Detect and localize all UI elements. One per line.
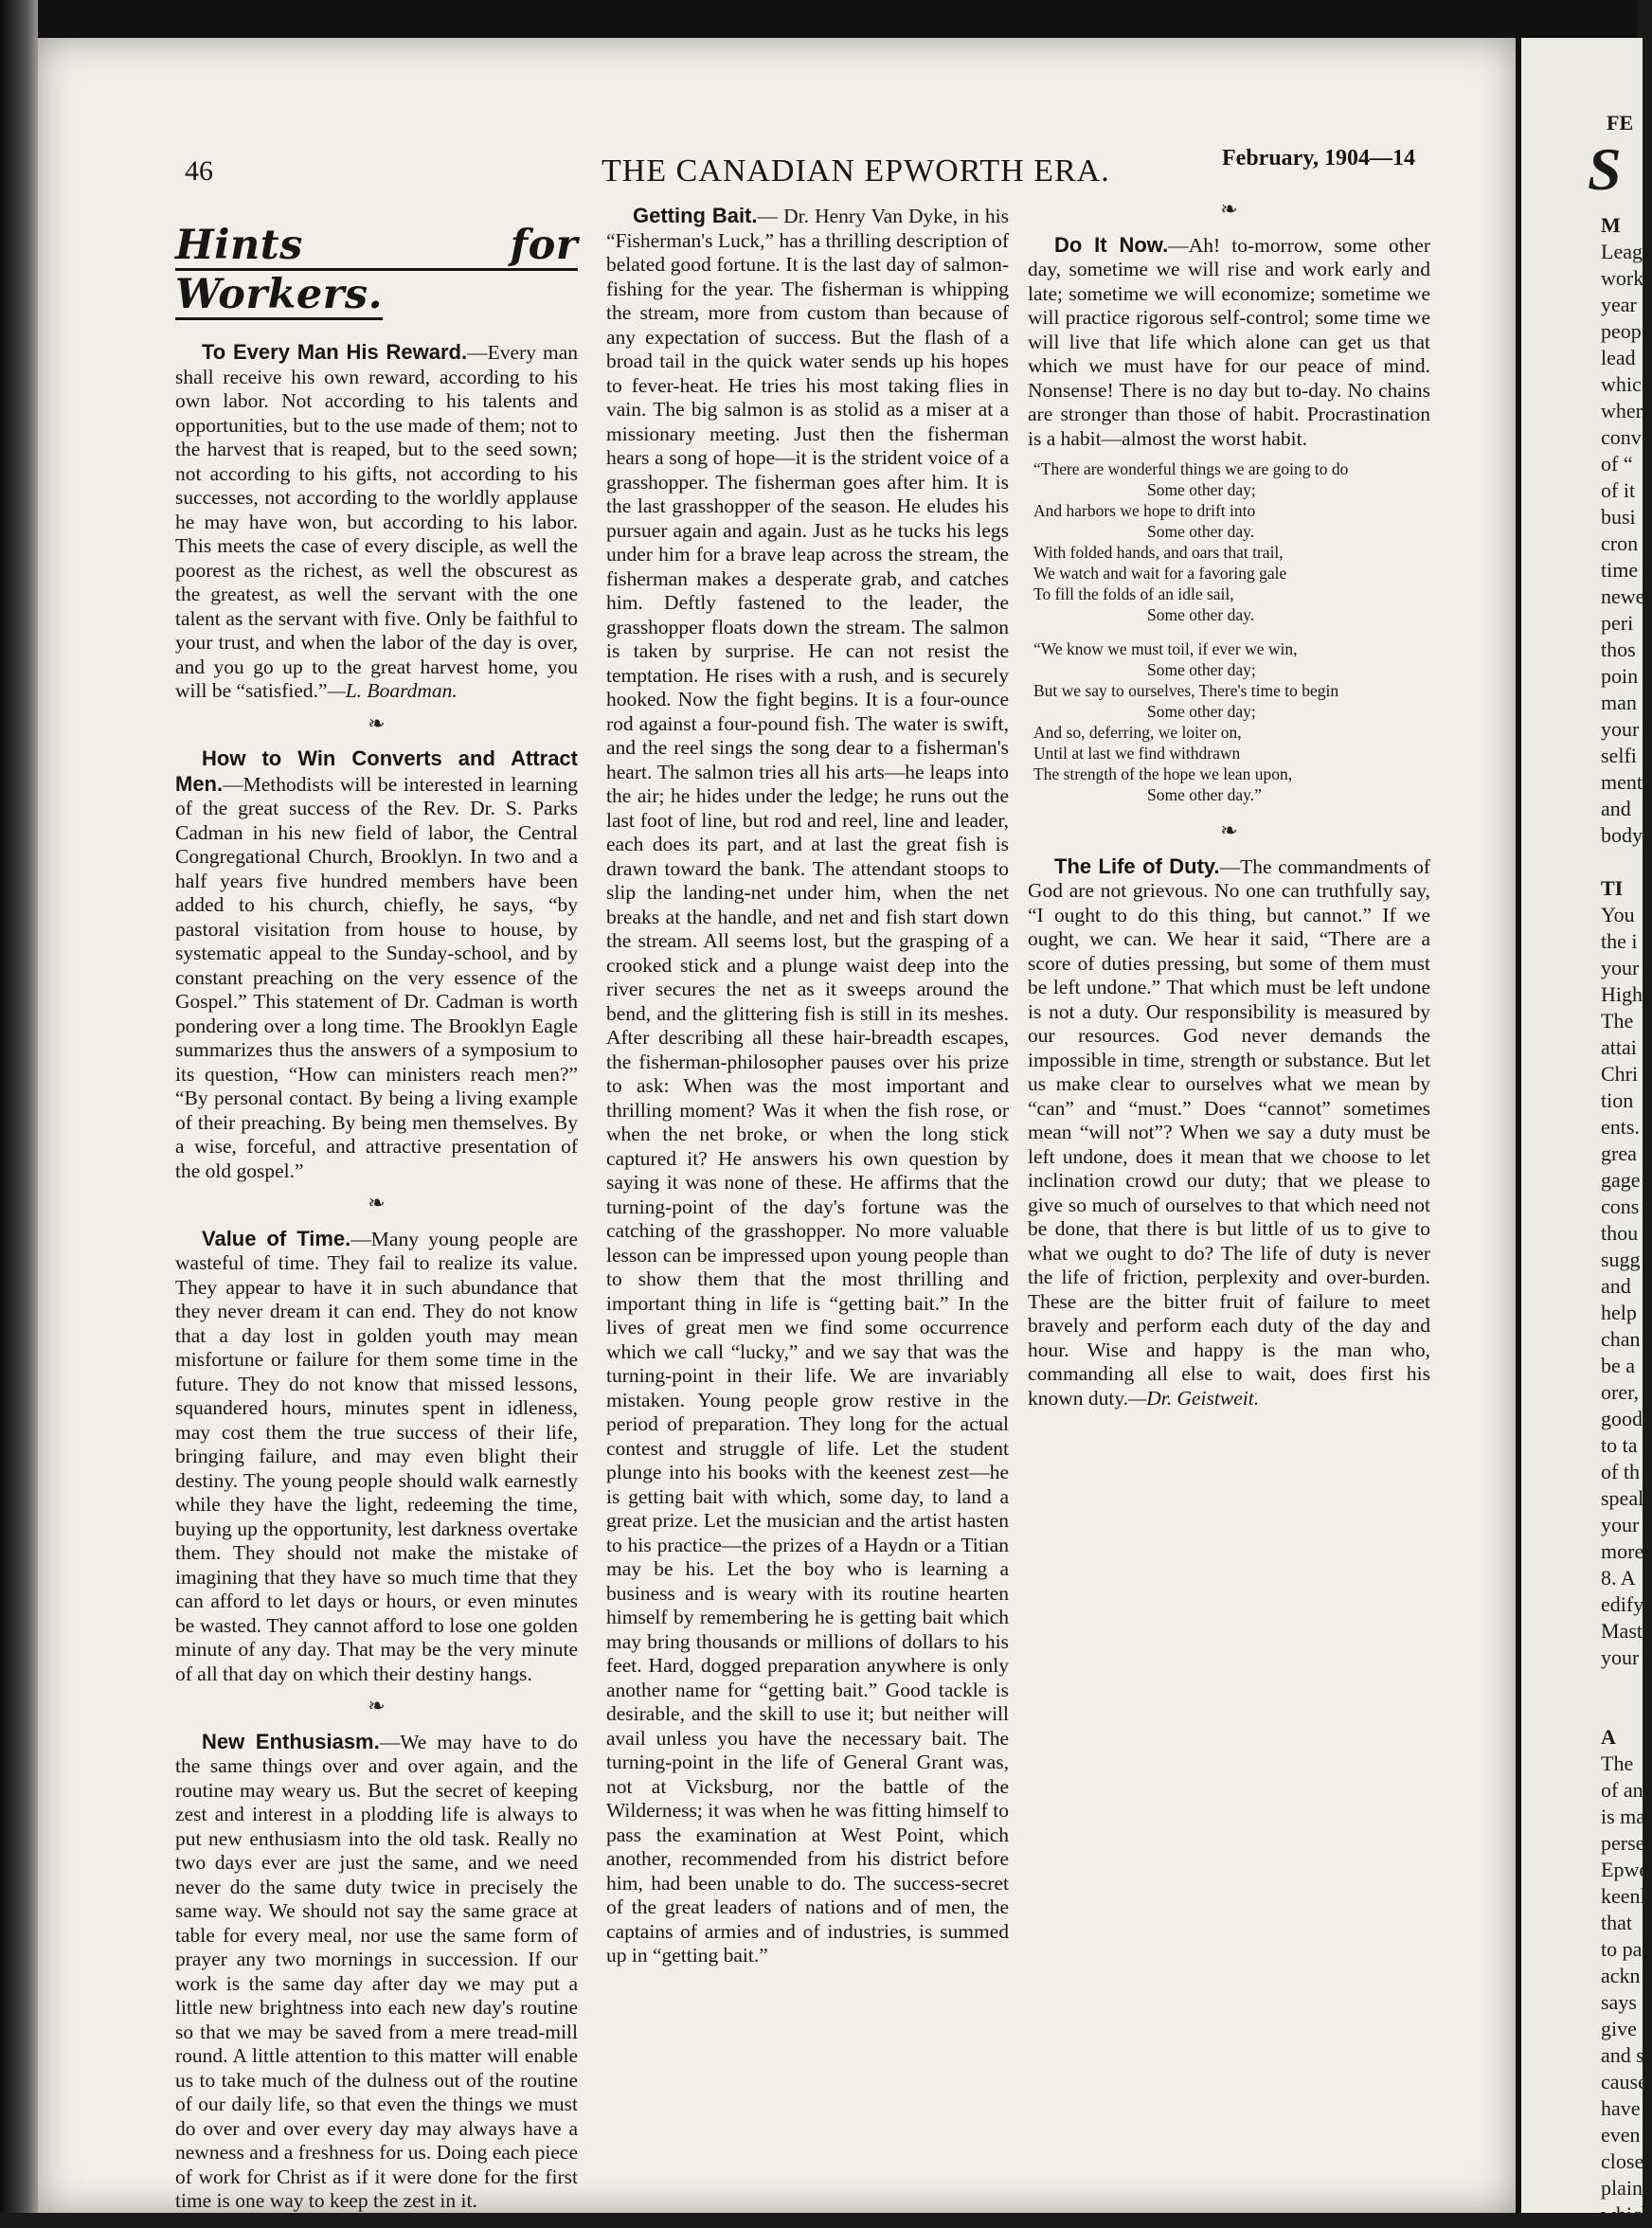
adjacent-text-line: plain — [1601, 2176, 1643, 2200]
adjacent-text-line: body — [1601, 823, 1643, 847]
adjacent-text-line: even — [1601, 2123, 1641, 2147]
article-attribution: —L. Boardman. — [327, 679, 458, 702]
adjacent-text-line: chan — [1601, 1327, 1641, 1351]
adjacent-text-line: be a — [1601, 1354, 1636, 1377]
article-heading: How to Win Converts and Attract Men. — [175, 746, 578, 796]
separator-ornament: ❧ — [368, 710, 386, 735]
adjacent-text-lines — [1521, 212, 1652, 2228]
adjacent-text-line: of “ — [1601, 452, 1633, 476]
column-2 — [606, 204, 1009, 1974]
page-number: 46 — [185, 155, 213, 187]
poem-stanza-2 — [1028, 638, 1430, 805]
adjacent-text-line: wher — [1601, 399, 1643, 422]
adjacent-text-line: thos — [1601, 638, 1636, 661]
poem-line: Some other day; — [1147, 702, 1256, 721]
adjacent-header-fragment: FE — [1607, 111, 1634, 135]
adjacent-text-line: man — [1601, 691, 1637, 714]
page-header — [38, 123, 1516, 189]
adjacent-text-line: whic — [1601, 372, 1642, 396]
poem-line: Some other day.” — [1147, 785, 1262, 804]
adjacent-text-line: and — [1601, 1274, 1631, 1298]
adjacent-text-line: close — [1601, 2149, 1644, 2173]
poem-line: Some other day; — [1147, 480, 1256, 499]
adjacent-text-line: busi — [1601, 505, 1636, 529]
adjacent-text-line: ackn — [1601, 1964, 1641, 1987]
article-body: —Ah! to-morrow, some other day, sometime we will rise and work early and late; sometime we will economize; sometime we will practice rigorous self-control; some time we will live that life which alone can get us that which we must have for our peace of mind. Nonsense! There is no day but to-day. No chains are stronger than those of habit. Procrastination is a habit—almost the worst habit. — [1028, 233, 1430, 450]
adjacent-text-line: thou — [1601, 1221, 1639, 1245]
adjacent-text-line: peri — [1601, 611, 1634, 635]
adjacent-text-line: ment — [1601, 770, 1643, 794]
adjacent-text-line: which — [1601, 2202, 1652, 2226]
adjacent-text-line: Leag — [1601, 240, 1643, 263]
adjacent-text-line: more — [1601, 1539, 1644, 1563]
adjacent-text-line: conv — [1601, 425, 1642, 449]
poem-line: And harbors we hope to drift into — [1033, 501, 1256, 520]
journal-title: THE CANADIAN EPWORTH ERA. — [602, 153, 1110, 189]
adjacent-text-line: poin — [1601, 664, 1639, 688]
poem-line: Some other day. — [1147, 522, 1255, 541]
adjacent-text-line: selfi — [1601, 744, 1637, 767]
adjacent-text-line: A — [1601, 1725, 1616, 1749]
adjacent-text-line — [1521, 1671, 1643, 1698]
adjacent-text-line: of an — [1601, 1778, 1643, 1802]
article-reward — [175, 340, 578, 704]
article-body: —Many young people are wasteful of time. They fail to realize its value. They appear to have it in such abundance that they never dream it can end. They do not know that a day lost in golden youth may mean misfortune or failure for them some time in the future. They do not know that missed lessons, squandered hours, minutes spent in idleness, may cost them the true success of their life, bringing failure, and may even blight their destiny. The young people should walk earnestly while they have the light, redeeming the time, buying up the opportunity, lest darkness overtake them. They should not make the mistake of imagining that they have so much time that they can afford to let days or hours, or even minutes be wasted. They cannot afford to lose one golden minute of any day. That may be the very minute of all that day on which their destiny hangs. — [175, 1227, 578, 1685]
adjacent-text-line: The — [1601, 1752, 1634, 1775]
article-time — [175, 1227, 578, 1687]
adjacent-text-line: to ta — [1601, 1433, 1638, 1457]
adjacent-text-line: to pa — [1601, 1937, 1643, 1961]
adjacent-text-line: cons — [1601, 1195, 1640, 1218]
article-duty — [1028, 854, 1430, 1411]
adjacent-text-line: keenl — [1601, 1884, 1646, 1908]
adjacent-text-line: perse — [1601, 1831, 1645, 1855]
adjacent-text-line: cron — [1601, 531, 1639, 555]
adjacent-text-line: attai — [1601, 1035, 1637, 1059]
adjacent-text-line — [1521, 1698, 1643, 1724]
adjacent-text-line: gage — [1601, 1168, 1641, 1192]
article-heading: Getting Bait. — [633, 204, 758, 227]
article-bait — [606, 204, 1009, 1968]
issue-date: February, 1904—14 — [1222, 146, 1415, 171]
adjacent-text-line: You — [1601, 903, 1635, 926]
column-1 — [175, 204, 578, 2219]
adjacent-text-line: have — [1601, 2096, 1641, 2120]
scan-top-edge — [0, 0, 1637, 38]
adjacent-text-line: Epwe — [1601, 1858, 1649, 1881]
article-heading: The Life of Duty. — [1054, 853, 1220, 878]
poem-line: And so, deferring, we loiter on, — [1033, 723, 1242, 742]
adjacent-text-line: year — [1601, 293, 1637, 316]
adjacent-text-line: of th — [1601, 1460, 1640, 1483]
adjacent-text-line: work — [1601, 266, 1644, 290]
poem-line: But we say to ourselves, There's time to begin — [1033, 681, 1339, 700]
poem-line: Some other day. — [1147, 605, 1255, 624]
adjacent-text-line: Chri — [1601, 1062, 1639, 1086]
poem-line: Some other day; — [1147, 660, 1256, 679]
poem-line: “There are wonderful things we are going to do — [1033, 459, 1349, 478]
separator-ornament: ❧ — [1220, 197, 1238, 221]
adjacent-text-line: help — [1601, 1301, 1637, 1324]
separator-ornament: ❧ — [1220, 818, 1238, 842]
article-enthusiasm — [175, 1730, 578, 2214]
adjacent-text-line: your — [1601, 1645, 1640, 1669]
poem-line: To fill the folds of an idle sail, — [1033, 584, 1234, 603]
adjacent-page-fragment — [1516, 38, 1652, 2226]
adjacent-text-line: is ma — [1601, 1805, 1646, 1828]
adjacent-text-line: time — [1601, 558, 1639, 582]
adjacent-text-line: edify — [1601, 1592, 1644, 1616]
section-title: Hints for Workers. — [175, 222, 578, 318]
separator-ornament: ❧ — [368, 1694, 386, 1717]
poem-line: Until at last we find withdrawn — [1033, 744, 1241, 763]
adjacent-big-letter: S — [1588, 135, 1622, 203]
adjacent-text-line: 8. A — [1601, 1566, 1636, 1590]
article-body: — Dr. Henry Van Dyke, in his “Fisherman's Luck,” has a thrilling description of belated good fortune. It is the last day of salmon-fishing for the year. The fisherman is whipping the stream, more from custom than because of any expectation of success. But the flash of a broad tail in the quick water sends up his hopes to fever-heat. He tries his most taking flies in vain. The big salmon is as stolid as a miser at a missionary meeting. Just then the fisherman hears a song of hope—it is the strident voice of a grasshopper. The fisherman goes after him. It is the last grasshopper of the season. He eludes his pursuer again and again. Just as he tucks his legs under him for a brave leap across the stream, the fisherman makes a desperate grab, and catches him. Deftly fastened to the leader, the grasshopper floats down the stream. The salmon is taken by surprise. He can not resist the temptation. He rises with a rush, and is securely hooked. Now the fight begins. It is a four-ounce rod against a four-pound fish. The water is swift, and the reel sings the song dear to a fisherman's heart. The salmon tries all his arts—he leaps into the air; he hides under the ledge; he runs out the last foot of line, but rod and reel, line and leader, each does its part, and at last the great fish is drawn toward the bank. The attendant stoops to slip the landing-net under him, when the net breaks at the handle, and net and fish start down the stream. All seems lost, but the grasping of a crooked stick and a plunge waist deep into the river secures the net as it sweeps around the bend, and the glittering fish is still in its meshes. After describing all these hair-breadth escapes, the fisherman-philosopher pauses over his prize to ask: When was the most important and thrilling moment? Was it when the fish rose, or when the net broke, or when the long stick captured it? He answers his own question by saying it was none of these. He affirms that the turning-point of the day's fortune was the catching of the grasshopper. No more valuable lesson can be impressed upon young people than to show them that the most thrilling and important thing in life is “getting bait.” In the lives of great men we find some occurrence which we call “lucky,” and we say that was the turning-point in their life. We are invariably mistaken. Young people grow restive in the period of preparation. They long for the actual contest and struggle of life. Let the student plunge into his books with the keenest zest—he is getting bait with which, some day, to land a great prize. Let the musician and the artist hasten to his practice—the prizes of a Haydn or a Titian may be his. Let the boy who is learning a business and is weary with its routine hearten himself by remembering he is getting bait which may bring thousands or millions of dollars to his feet. Hard, dogged preparation anywhere is only another name for “getting bait.” Good tackle is desirable, and the skill to use it; but neither will avail unless you have the necessary bait. The turning-point in the life of General Grant was, not at Vicksburg, nor the battle of the Wilderness; it was when he was fitting himself to pass the examination at West Point, which another, recommended from his district before him, had been unable to do. The success-secret of the great leaders of nations and of men, the captains of armies and of industries, is summed up in “getting bait.” — [606, 205, 1009, 1967]
adjacent-text-line: and s — [1601, 2043, 1644, 2067]
poem-stanza-1 — [1028, 458, 1430, 625]
article-body: —Methodists will be interested in learning of the great success of the Rev. Dr. S. Parks Cadman in his new field of labor, the Central Congregational Church, Brooklyn. In two and a half years five hundred members have been added to his church, chiefly, he says, “by pastoral visitation from house to house, by systematic appeal to the Sunday-school, and by constant preaching on the very essence of the Gospel.” This statement of Dr. Cadman is worth pondering over a long time. The Brooklyn Eagle summarizes thus the answers of a symposium to its question, “How can ministers reach men?” “By personal contact. By being a living example of their preaching. By being men themselves. By a wise, forceful, and attractive presentation of the old gospel.” — [175, 772, 578, 1182]
adjacent-text-line: give — [1601, 2017, 1637, 2040]
article-heading: Value of Time. — [202, 1226, 351, 1250]
article-body: —The commandments of God are not grievous. No one can truthfully say, “I ought to do this thing, but cannot.” If we ought, we can. We hear it said, “There are a score of duties pressing, but some of them must be left undone.” That which must be left undone is not a duty. Our responsibility is measured by our resources. God never demands the impossible in time, strength or substance. But let us make clear to ourselves what we mean by “can” and “must.” Does “cannot” sometimes mean “will not”? When we say a duty must be left undone, does it mean that we choose to let inclination crowd our duty; that we please to give so much of ourselves to that which need not be done, that there is but little of us to give to what we ought to do? The life of duty is never the life of friction, perplexity and over-burden. These are the bitter fruit of failure to meet bravely and perform each duty of the day and hour. Wise and happy is the man who, commanding all else to wait, does first his known duty. — [1028, 854, 1430, 1410]
poem-line: The strength of the hope we lean upon, — [1033, 764, 1293, 783]
adjacent-text-line: of it — [1601, 478, 1636, 502]
poem-line: With folded hands, and oars that trail, — [1033, 543, 1284, 562]
adjacent-text-line: The — [1601, 1009, 1634, 1033]
adjacent-text-line: TI — [1601, 876, 1624, 900]
adjacent-text-line: ents. — [1601, 1115, 1640, 1139]
adjacent-text-line: sugg — [1601, 1248, 1641, 1271]
adjacent-text-line: that — [1601, 1911, 1632, 1934]
adjacent-text-line: speal — [1601, 1486, 1644, 1510]
adjacent-text-line: M — [1601, 213, 1621, 237]
adjacent-text-line: the i — [1601, 929, 1638, 953]
article-body: —We may have to do the same things over and over again, and the routine may weary us. But the secret of keeping zest and interest in a plodding life is always to put new enthusiasm into the old task. Really no two days ever are just the same, and we need never do the same duty twice in precisely the same way. We should not say the same grace at table for every meal, nor use the same form of prayer any two mornings in succession. If our work is the same day after day we may put a little new brightness into each new day's routine so that we may be saved from a mere tread-mill round. A little attention to this matter will enable us to take much of the dulness out of the routine of our daily life, so that even the things we must do over and over every day may always have a newness and a freshness for us. Doing each piece of work for Christ as if it were done for the first time is one way to keep the zest in it. — [175, 1730, 578, 2212]
adjacent-text-line: peop — [1601, 319, 1642, 343]
adjacent-text-line: and — [1601, 797, 1631, 820]
article-heading: To Every Man His Reward. — [202, 340, 468, 364]
adjacent-text-line: newe — [1601, 584, 1645, 608]
article-heading: Do It Now. — [1054, 232, 1169, 257]
article-converts — [175, 746, 578, 1183]
column-3 — [1028, 189, 1430, 1416]
adjacent-text-line — [1521, 849, 1643, 875]
article-body: —Every man shall receive his own reward, according to his own labor. Not according to his talents and opportunities, but to the use made of them; not to the harvest that is reaped, but to the seed sown; not according to his gifts, not according to his successes, not according to the worldly applause he may have won, but according to his labor. This meets the case of every disciple, as well the poorest as the richest, as well the obscurest as the greatest, as well the servant with the one talent as the servant with five. Only be faithful to your trust, and when the labor of the day is over, and you go up to the great harvest home, you will be “satisfied.” — [175, 341, 578, 702]
adjacent-text-line: tion — [1601, 1088, 1634, 1112]
adjacent-text-line: cause — [1601, 2070, 1647, 2093]
adjacent-text-line: High — [1601, 982, 1643, 1006]
adjacent-text-line: orer, — [1601, 1380, 1640, 1404]
poem-line: We watch and wait for a favoring gale — [1033, 564, 1287, 583]
separator-ornament: ❧ — [368, 1191, 386, 1214]
adjacent-text-line: says — [1601, 1990, 1637, 2014]
adjacent-text-line: lead — [1601, 346, 1636, 369]
adjacent-text-line: your — [1601, 1513, 1640, 1536]
adjacent-text-line: your — [1601, 717, 1640, 741]
adjacent-text-line: good — [1601, 1407, 1643, 1430]
poem-line: “We know we must toil, if ever we win, — [1033, 639, 1298, 658]
adjacent-text-line: grea — [1601, 1141, 1637, 1165]
adjacent-text-line: Mast — [1601, 1619, 1643, 1643]
magazine-page — [38, 38, 1516, 2213]
article-heading: New Enthusiasm. — [202, 1729, 380, 1753]
article-attribution: —Dr. Geistweit. — [1128, 1386, 1260, 1410]
article-now — [1028, 233, 1430, 452]
adjacent-text-line: your — [1601, 956, 1640, 979]
book-binding-edge — [0, 0, 38, 2213]
